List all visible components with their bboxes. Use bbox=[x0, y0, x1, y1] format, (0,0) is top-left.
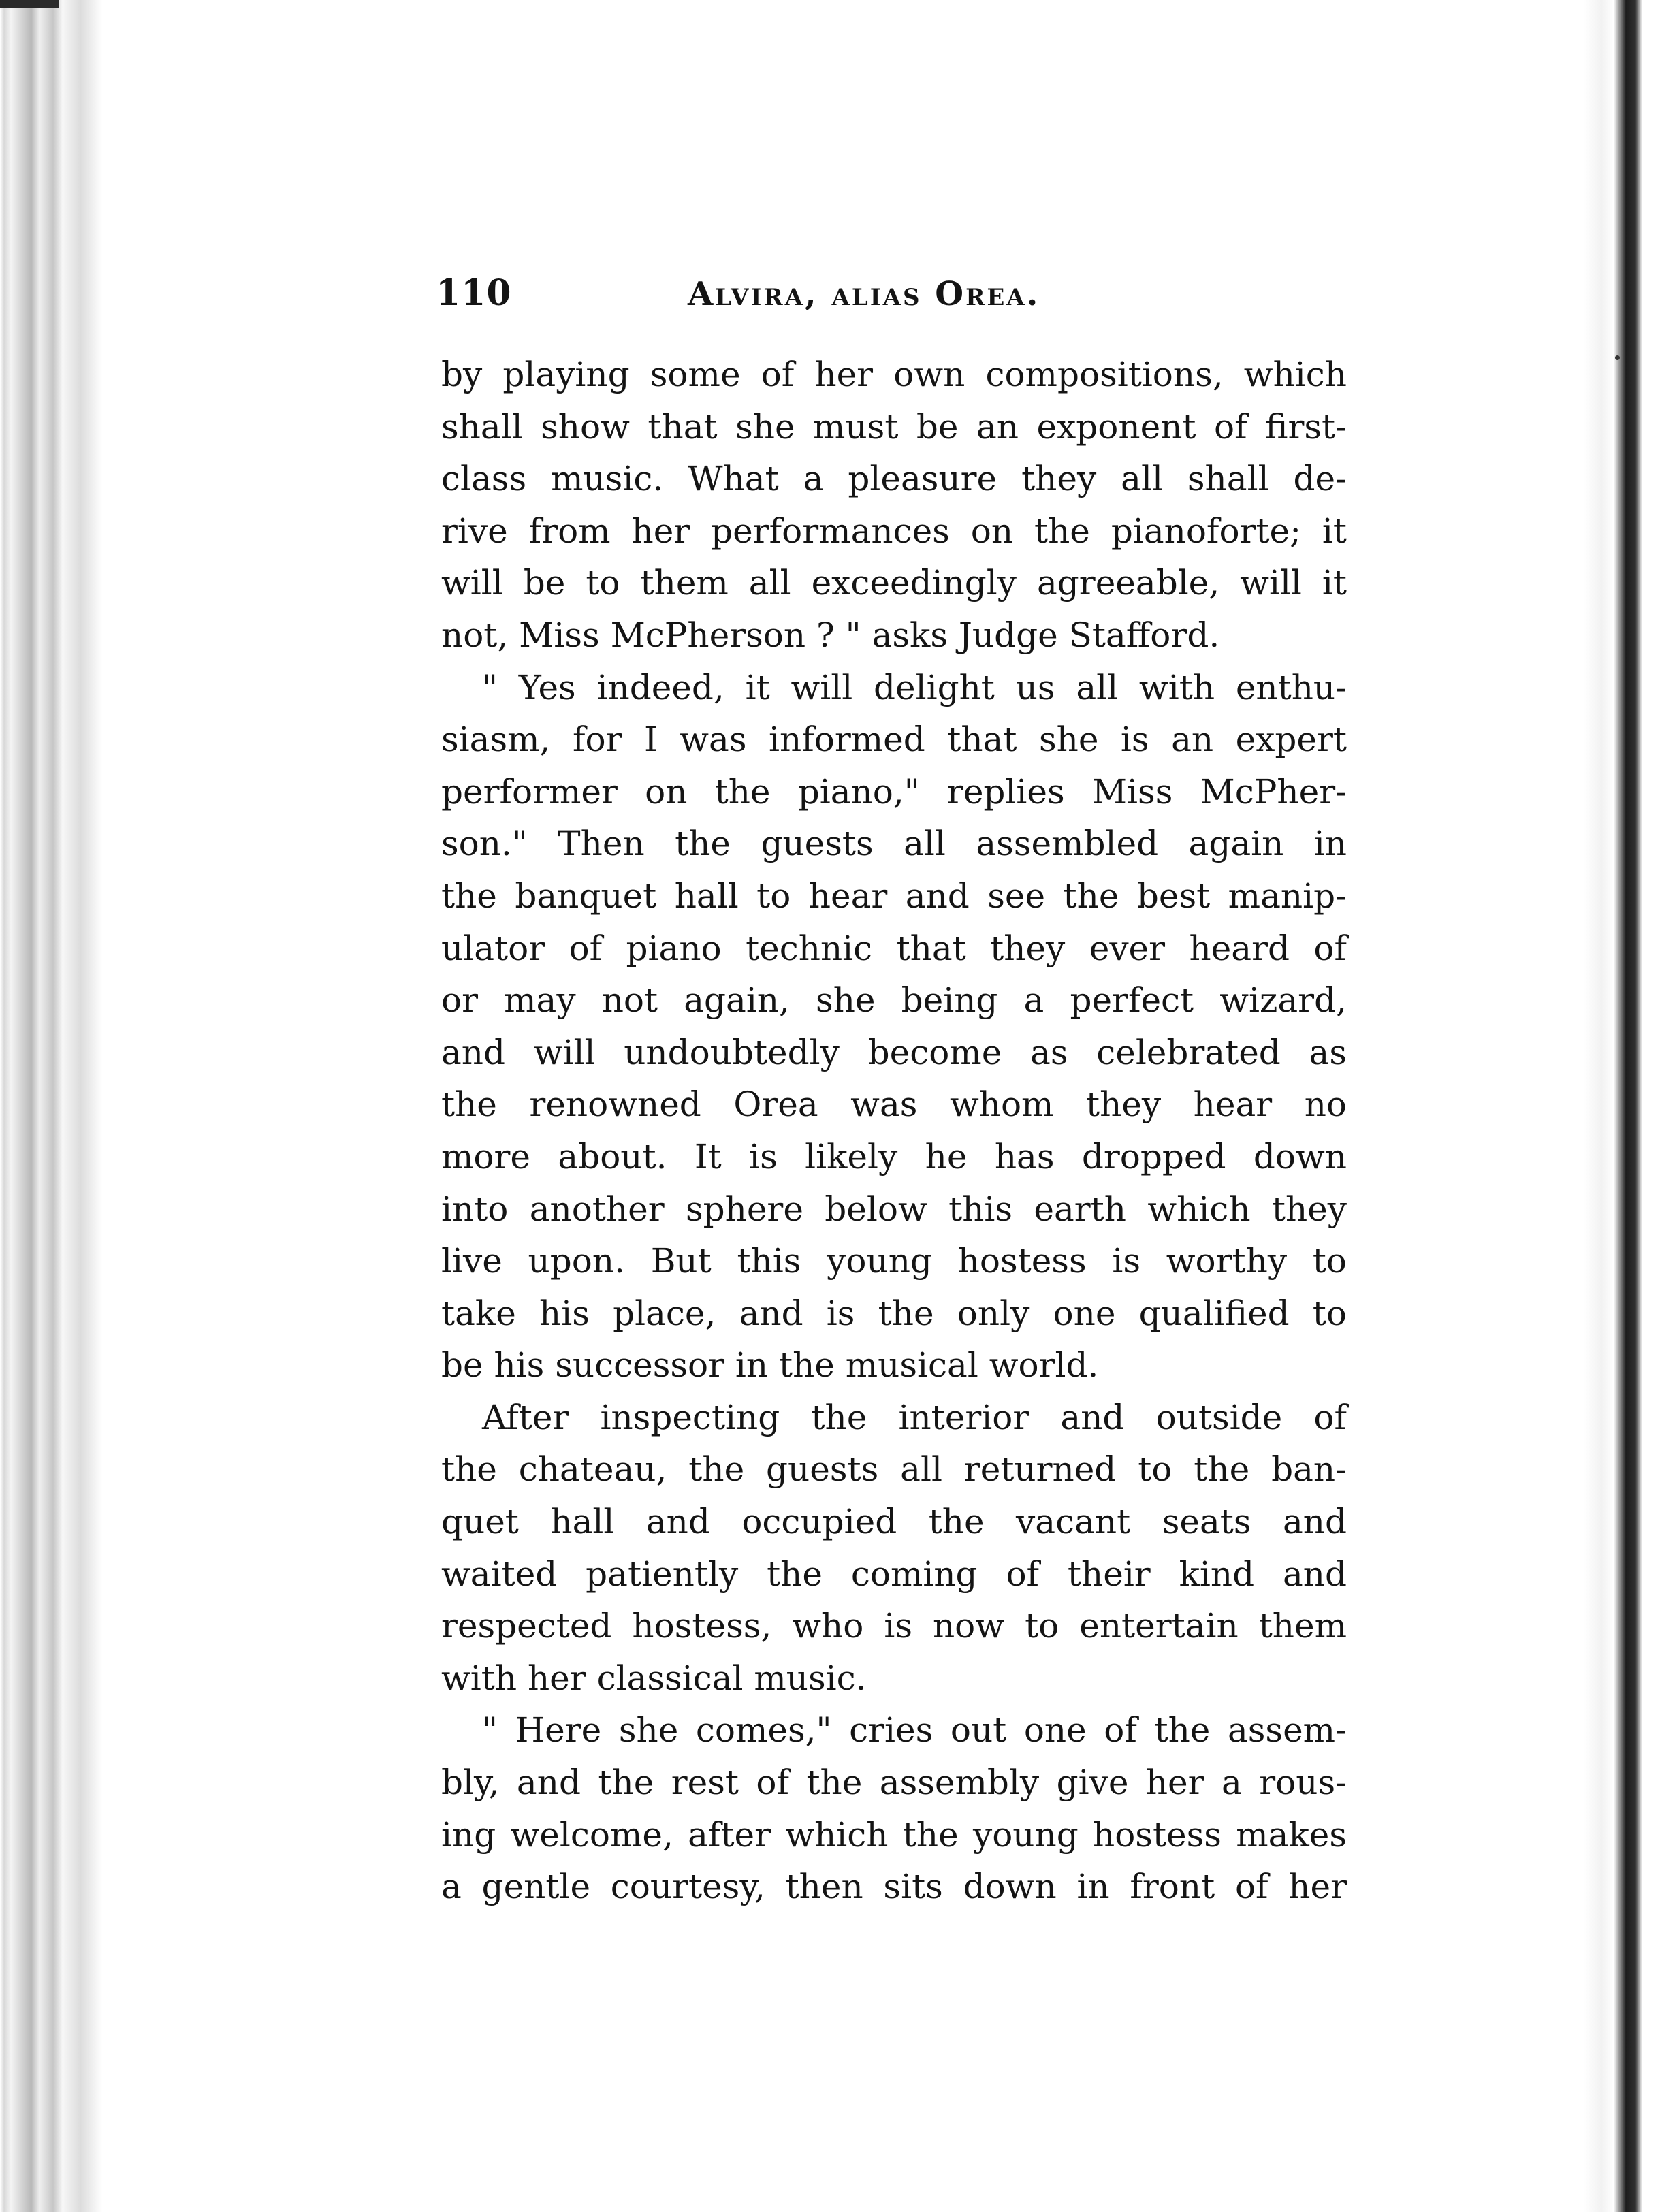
text-line: take his place, and is the only one qualified to bbox=[441, 1293, 1347, 1333]
text-line: the renowned Orea was whom they hear no bbox=[441, 1085, 1347, 1125]
text-line: ulator of piano technic that they ever heard of bbox=[441, 928, 1347, 968]
text-line: waited patiently the coming of their kind and bbox=[441, 1554, 1347, 1594]
text-line: with her classical music. bbox=[441, 1658, 867, 1698]
text-line: live upon. But this young hostess is worthy to bbox=[441, 1241, 1347, 1281]
paragraph bbox=[441, 1704, 1347, 1912]
text-line: rive from her performances on the pianoforte; it bbox=[441, 511, 1347, 551]
page-header bbox=[436, 272, 1341, 327]
text-line: bly, and the rest of the assembly give her a rous- bbox=[441, 1763, 1347, 1803]
text-line: not, Miss McPherson ? " asks Judge Stafford. bbox=[441, 615, 1220, 655]
text-line: ing welcome, after which the young hostess makes bbox=[441, 1814, 1347, 1855]
paragraph bbox=[441, 1392, 1347, 1705]
text-line: into another sphere below this earth which they bbox=[441, 1189, 1347, 1229]
text-line: performer on the piano," replies Miss McPher- bbox=[441, 771, 1347, 812]
text-line: respected hostess, who is now to entertain them bbox=[441, 1606, 1347, 1646]
text-line: more about. It is likely he has dropped down bbox=[441, 1136, 1347, 1176]
paragraph bbox=[441, 349, 1347, 662]
text-line: quet hall and occupied the vacant seats and bbox=[441, 1502, 1347, 1542]
text-line: will be to them all exceedingly agreeable, will it bbox=[441, 563, 1347, 603]
paragraph bbox=[441, 662, 1347, 1392]
running-head-title: Alvira, alias Orea. bbox=[688, 275, 1040, 313]
text-line: " Here she comes," cries out one of the assem- bbox=[482, 1710, 1347, 1750]
text-line: the chateau, the guests all returned to the ban- bbox=[441, 1449, 1347, 1490]
binding-top-edge bbox=[0, 0, 59, 8]
text-line: shall show that she must be an exponent of first- bbox=[441, 406, 1347, 447]
page-right-edge bbox=[1584, 0, 1660, 2212]
text-line: After inspecting the interior and outside of bbox=[482, 1397, 1347, 1437]
ink-speck bbox=[1615, 355, 1620, 360]
book-binding-gutter bbox=[0, 0, 102, 2212]
text-line: by playing some of her own compositions, which bbox=[441, 355, 1347, 394]
text-line: be his successor in the musical world. bbox=[441, 1345, 1099, 1385]
text-line: the banquet hall to hear and see the best manip- bbox=[441, 876, 1347, 916]
text-line: " Yes indeed, it will delight us all with enthu- bbox=[482, 667, 1347, 707]
body-text bbox=[441, 349, 1347, 1913]
text-line: a gentle courtesy, then sits down in front of her bbox=[441, 1867, 1347, 1907]
text-line: siasm, for I was informed that she is an expert bbox=[441, 720, 1347, 760]
text-line: and will undoubtedly become as celebrated as bbox=[441, 1032, 1347, 1072]
page-number: 110 bbox=[436, 272, 512, 314]
text-line: or may not again, she being a perfect wizard, bbox=[441, 980, 1347, 1021]
text-line: son." Then the guests all assembled again in bbox=[441, 824, 1347, 864]
text-line: class music. What a pleasure they all shall de- bbox=[441, 459, 1347, 499]
